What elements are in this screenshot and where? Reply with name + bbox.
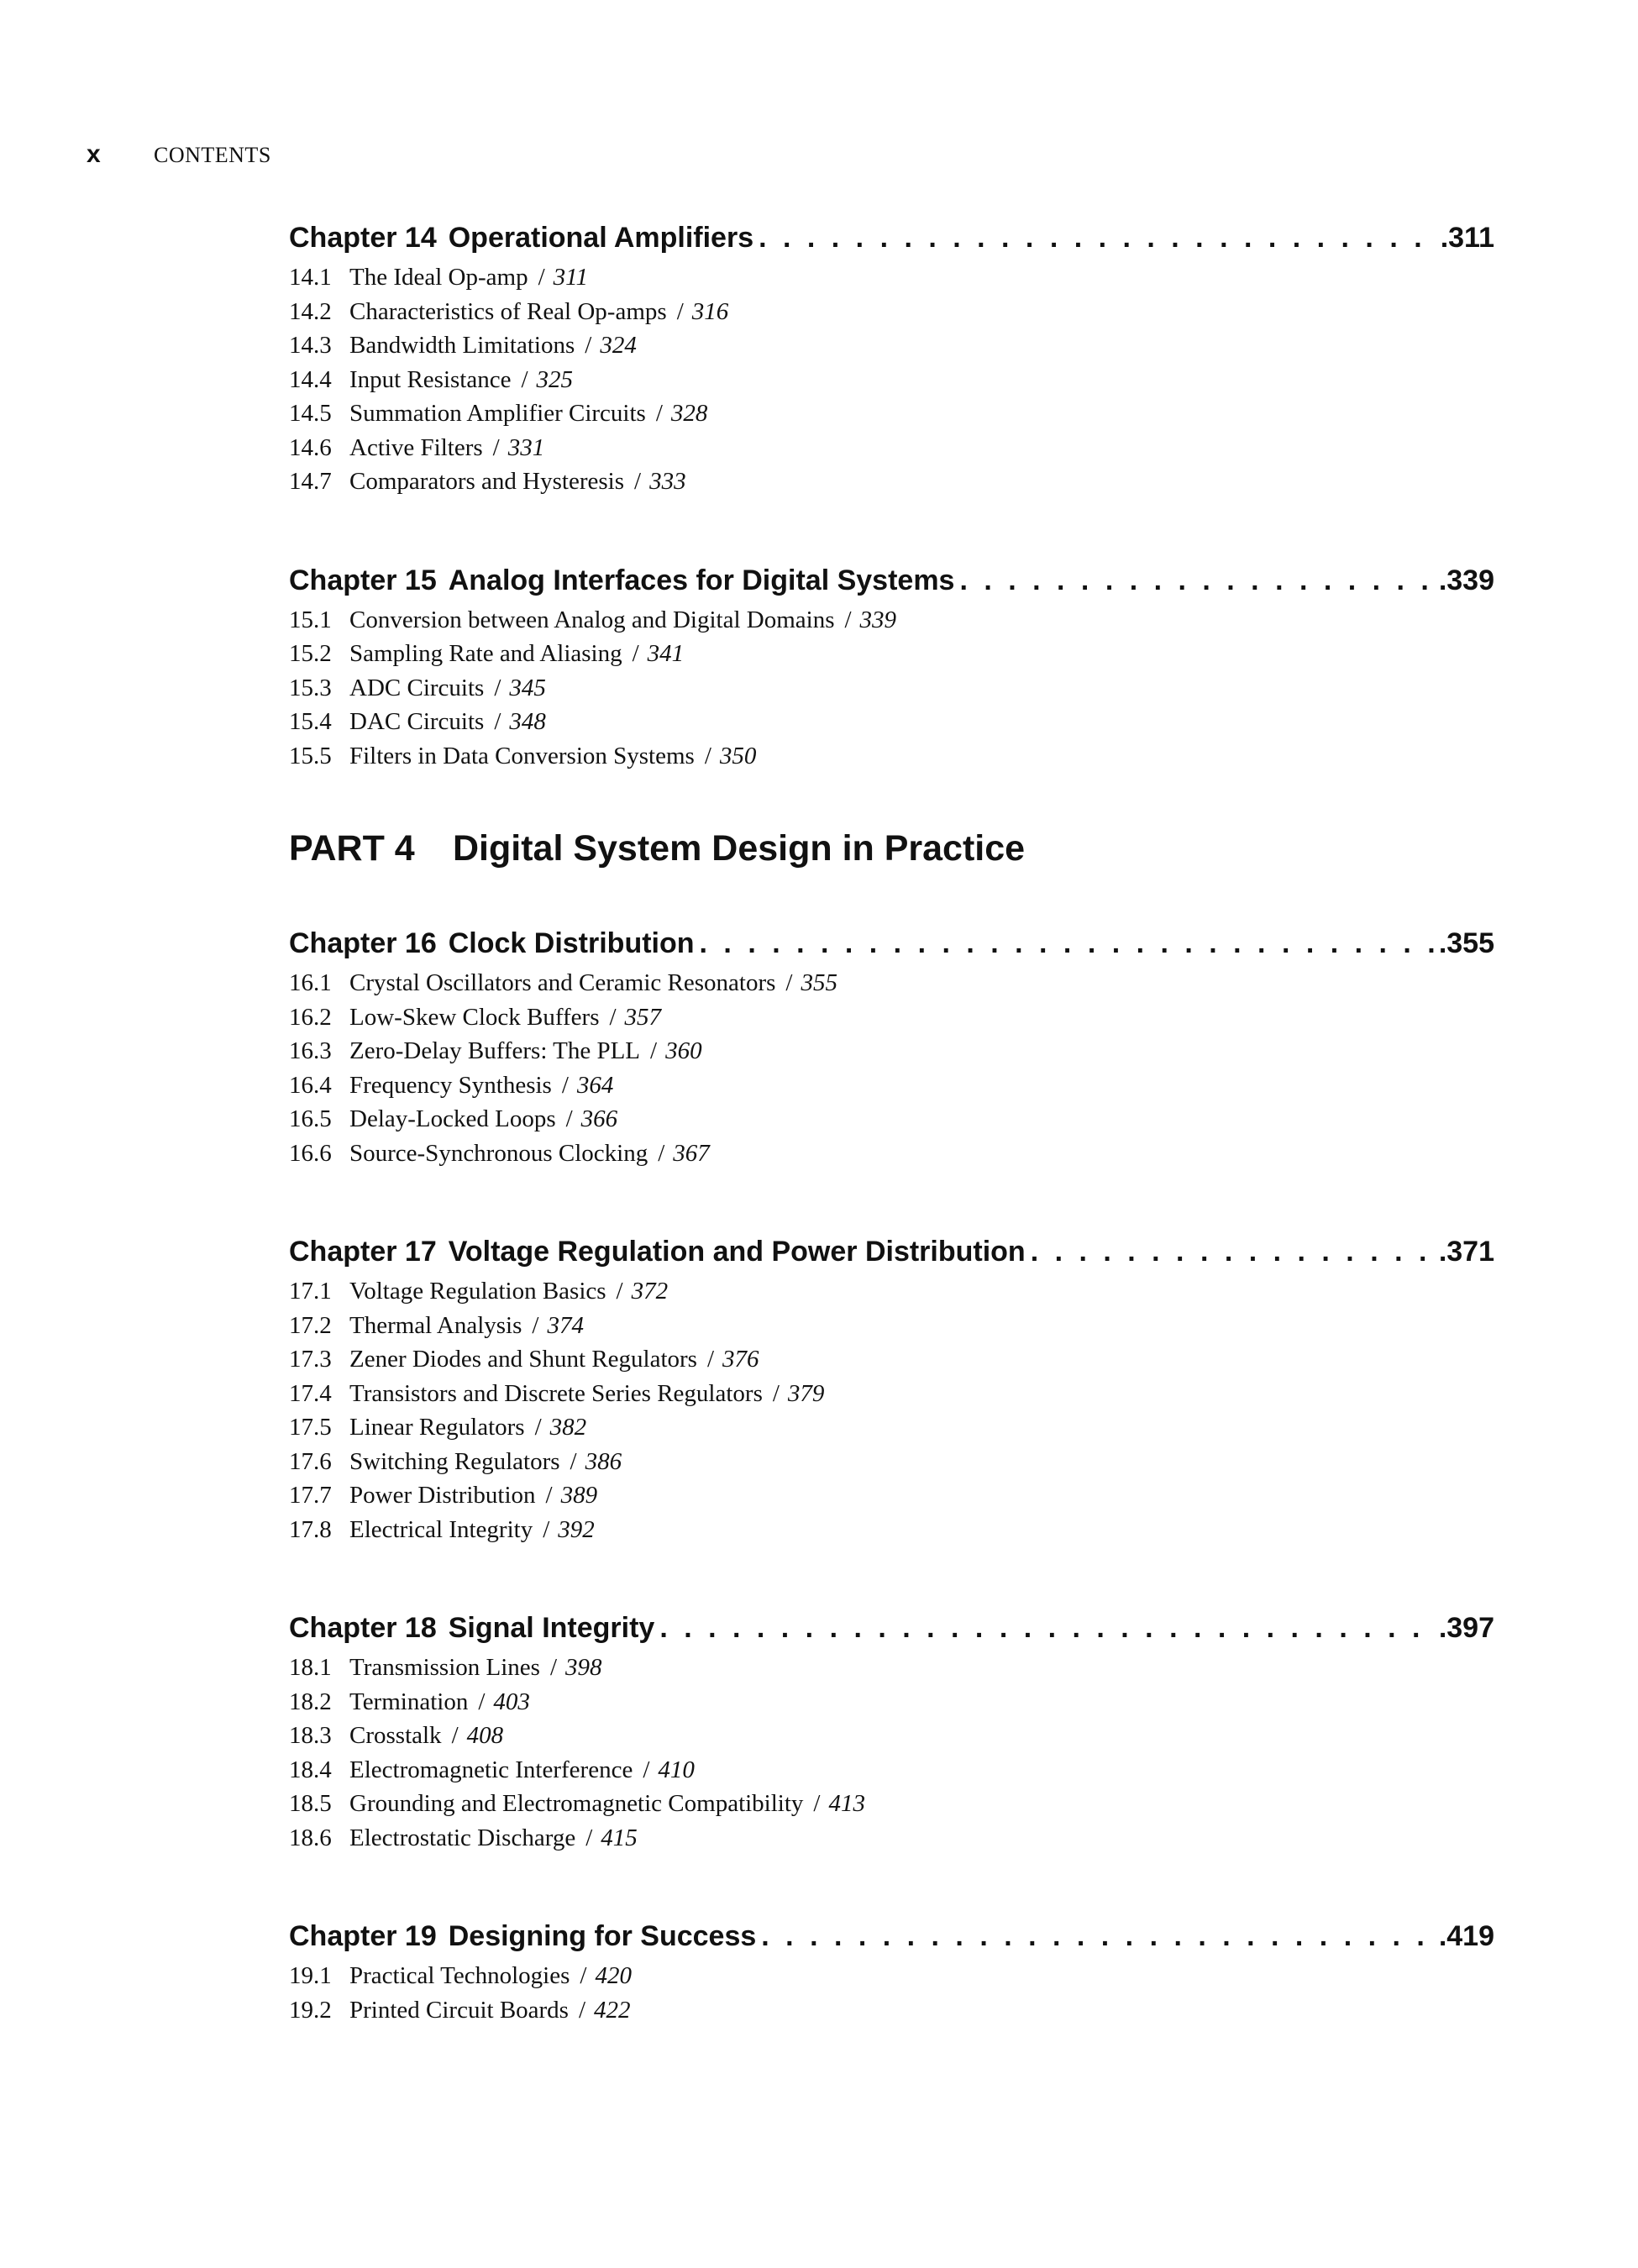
section-number: 17.4 bbox=[289, 1379, 332, 1407]
section-number: 14.6 bbox=[289, 433, 332, 461]
section-title: Electrostatic Discharge bbox=[349, 1824, 576, 1851]
part-heading bbox=[289, 825, 1494, 872]
section-entry[interactable] bbox=[289, 1753, 1494, 1788]
section-title: Electrical Integrity bbox=[349, 1515, 533, 1543]
section-number: 15.1 bbox=[289, 606, 332, 633]
page-separator: / bbox=[704, 742, 711, 769]
section-number: 14.7 bbox=[289, 468, 332, 495]
section-title: Power Distribution bbox=[349, 1482, 536, 1509]
section-page-number: 357 bbox=[624, 1003, 662, 1031]
page-folio: x bbox=[87, 140, 101, 168]
section-number: 16.6 bbox=[289, 1139, 332, 1167]
chapter-label bbox=[289, 1232, 1026, 1271]
section-title: Active Filters bbox=[349, 433, 483, 461]
section-title: Characteristics of Real Op-amps bbox=[349, 297, 667, 325]
section-entry[interactable] bbox=[289, 1478, 1494, 1513]
page-separator: / bbox=[813, 1790, 821, 1817]
section-page-number: 386 bbox=[585, 1447, 622, 1475]
section-page-number: 408 bbox=[466, 1722, 504, 1749]
chapter-number: Chapter 18 bbox=[289, 1612, 437, 1644]
section-page-number: 389 bbox=[560, 1482, 598, 1509]
section-page-number: 311 bbox=[553, 264, 588, 291]
section-page-number: 398 bbox=[565, 1654, 602, 1681]
section-number: 15.4 bbox=[289, 708, 332, 735]
chapter-number: Chapter 19 bbox=[289, 1920, 437, 1952]
section-number: 18.5 bbox=[289, 1790, 332, 1817]
section-title: Comparators and Hysteresis bbox=[349, 468, 624, 495]
section-number: 17.3 bbox=[289, 1346, 332, 1373]
chapter-title: Analog Interfaces for Digital Systems bbox=[448, 564, 955, 596]
section-title: Conversion between Analog and Digital Domains bbox=[349, 606, 835, 633]
section-page-number: 403 bbox=[493, 1688, 530, 1715]
section-entry[interactable] bbox=[289, 295, 1494, 329]
section-entry[interactable] bbox=[289, 431, 1494, 465]
page-separator: / bbox=[538, 264, 545, 291]
section-title: Bandwidth Limitations bbox=[349, 332, 575, 359]
section-title: Electromagnetic Interference bbox=[349, 1756, 633, 1783]
section-entry[interactable] bbox=[289, 260, 1494, 295]
section-page-number: 422 bbox=[594, 1996, 631, 2024]
section-number: 14.2 bbox=[289, 297, 332, 325]
section-title: Switching Regulators bbox=[349, 1447, 560, 1475]
page-separator: / bbox=[532, 1311, 539, 1339]
section-page-number: 364 bbox=[576, 1071, 614, 1099]
table-of-contents bbox=[289, 218, 1494, 2027]
section-page-number: 324 bbox=[600, 332, 637, 359]
section-number: 18.3 bbox=[289, 1722, 332, 1749]
section-page-number: 379 bbox=[787, 1379, 825, 1407]
section-title: Transmission Lines bbox=[349, 1654, 540, 1681]
section-entry[interactable] bbox=[289, 465, 1494, 499]
section-entry[interactable] bbox=[289, 1993, 1494, 2028]
page-separator: / bbox=[492, 433, 500, 461]
chapter-title: Designing for Success bbox=[448, 1920, 757, 1952]
section-number: 17.1 bbox=[289, 1278, 332, 1305]
chapter-page-number: .397 bbox=[1438, 1612, 1494, 1644]
section-title: DAC Circuits bbox=[349, 708, 485, 735]
dot-leader bbox=[1031, 1232, 1434, 1271]
chapter-label bbox=[289, 218, 753, 257]
section-page-number: 420 bbox=[595, 1962, 632, 1989]
section-entry[interactable] bbox=[289, 966, 1494, 1000]
section-entry[interactable] bbox=[289, 1651, 1494, 1685]
section-number: 19.1 bbox=[289, 1962, 332, 1989]
page-separator: / bbox=[549, 1654, 557, 1681]
section-entry[interactable] bbox=[289, 1137, 1494, 1171]
section-number: 16.4 bbox=[289, 1071, 332, 1099]
section-title: Zero-Delay Buffers: The PLL bbox=[349, 1037, 641, 1064]
chapter-page-number: .371 bbox=[1438, 1236, 1494, 1268]
page-separator: / bbox=[543, 1515, 550, 1543]
section-title: Filters in Data Conversion Systems bbox=[349, 742, 695, 769]
section-page-number: 392 bbox=[558, 1515, 595, 1543]
section-page-number: 325 bbox=[536, 365, 574, 393]
section-title: Grounding and Electromagnetic Compatibility bbox=[349, 1790, 804, 1817]
section-entry[interactable] bbox=[289, 1685, 1494, 1719]
chapter-number: Chapter 16 bbox=[289, 927, 437, 959]
section-entry[interactable] bbox=[289, 1513, 1494, 1547]
running-head bbox=[87, 140, 271, 174]
section-title: Voltage Regulation Basics bbox=[349, 1278, 606, 1305]
section-entry[interactable] bbox=[289, 739, 1494, 774]
section-number: 14.5 bbox=[289, 400, 332, 427]
chapter-heading[interactable] bbox=[289, 1609, 1494, 1647]
section-page-number: 415 bbox=[601, 1824, 638, 1851]
section-number: 15.2 bbox=[289, 640, 332, 667]
section-title: Crosstalk bbox=[349, 1722, 442, 1749]
section-entry[interactable] bbox=[289, 603, 1494, 638]
chapter-heading[interactable] bbox=[289, 1917, 1494, 1956]
page-separator: / bbox=[478, 1688, 486, 1715]
section-title: ADC Circuits bbox=[349, 674, 485, 701]
page-separator: / bbox=[494, 674, 501, 701]
chapter-entry bbox=[289, 1232, 1494, 1546]
section-number: 14.4 bbox=[289, 365, 332, 393]
page-separator: / bbox=[655, 400, 663, 427]
section-entry[interactable] bbox=[289, 1342, 1494, 1377]
section-entry[interactable] bbox=[289, 1000, 1494, 1035]
section-title: Frequency Synthesis bbox=[349, 1071, 552, 1099]
section-title: Delay-Locked Loops bbox=[349, 1105, 556, 1132]
section-title: Summation Amplifier Circuits bbox=[349, 400, 646, 427]
section-page-number: 316 bbox=[691, 297, 729, 325]
chapter-number: Chapter 17 bbox=[289, 1236, 437, 1268]
page-separator: / bbox=[609, 1003, 617, 1031]
chapter-label bbox=[289, 1917, 756, 1956]
page-separator: / bbox=[494, 708, 501, 735]
section-page-number: 355 bbox=[801, 969, 837, 996]
section-page-number: 328 bbox=[670, 400, 708, 427]
section-number: 15.5 bbox=[289, 742, 332, 769]
page-separator: / bbox=[565, 1105, 573, 1132]
chapter-page-number: .311 bbox=[1440, 222, 1494, 254]
section-number: 18.1 bbox=[289, 1654, 332, 1681]
section-entry[interactable] bbox=[289, 1068, 1494, 1103]
page-separator: / bbox=[844, 606, 852, 633]
section-title: Practical Technologies bbox=[349, 1962, 570, 1989]
dot-leader bbox=[959, 561, 1433, 600]
page-separator: / bbox=[643, 1756, 650, 1783]
section-title: Transistors and Discrete Series Regulators bbox=[349, 1379, 763, 1407]
section-title: Zener Diodes and Shunt Regulators bbox=[349, 1346, 697, 1373]
section-page-number: 376 bbox=[722, 1346, 759, 1373]
chapter-label bbox=[289, 1609, 654, 1647]
section-number: 14.3 bbox=[289, 332, 332, 359]
page-separator: / bbox=[650, 1037, 658, 1064]
section-page-number: 348 bbox=[509, 708, 546, 735]
chapter-title: Signal Integrity bbox=[448, 1612, 655, 1644]
section-entry[interactable] bbox=[289, 637, 1494, 671]
section-entry[interactable] bbox=[289, 671, 1494, 706]
section-page-number: 410 bbox=[658, 1756, 695, 1783]
chapter-page-number: .355 bbox=[1438, 927, 1494, 959]
chapter-heading[interactable] bbox=[289, 1232, 1494, 1271]
page-separator: / bbox=[580, 1962, 587, 1989]
page-separator: / bbox=[585, 332, 592, 359]
page-separator: / bbox=[634, 468, 642, 495]
section-page-number: 372 bbox=[631, 1278, 669, 1305]
chapter-entry bbox=[289, 218, 1494, 499]
section-page-number: 350 bbox=[719, 742, 757, 769]
page-separator: / bbox=[632, 640, 639, 667]
section-page-number: 366 bbox=[580, 1105, 618, 1132]
dot-leader bbox=[659, 1609, 1433, 1647]
section-title: Linear Regulators bbox=[349, 1414, 525, 1441]
section-entry[interactable] bbox=[289, 1787, 1494, 1821]
chapter-title: Operational Amplifiers bbox=[448, 222, 754, 254]
page-separator: / bbox=[545, 1482, 553, 1509]
section-number: 17.6 bbox=[289, 1447, 332, 1475]
page-separator: / bbox=[785, 969, 793, 996]
section-title: Sampling Rate and Aliasing bbox=[349, 640, 622, 667]
running-title: CONTENTS bbox=[154, 143, 271, 167]
section-number: 14.1 bbox=[289, 264, 332, 291]
chapter-entry bbox=[289, 1917, 1494, 2027]
page-separator: / bbox=[570, 1447, 577, 1475]
page-separator: / bbox=[676, 297, 684, 325]
page-separator: / bbox=[561, 1071, 569, 1099]
section-number: 19.2 bbox=[289, 1996, 332, 2024]
chapter-title: Voltage Regulation and Power Distribution bbox=[448, 1236, 1026, 1268]
section-number: 18.2 bbox=[289, 1688, 332, 1715]
page-separator: / bbox=[451, 1722, 459, 1749]
section-entry[interactable] bbox=[289, 1274, 1494, 1309]
part-number: PART 4 bbox=[289, 828, 415, 869]
section-entry[interactable] bbox=[289, 1309, 1494, 1343]
section-page-number: 367 bbox=[673, 1139, 710, 1167]
dot-leader bbox=[759, 218, 1436, 257]
chapter-heading[interactable] bbox=[289, 924, 1494, 963]
section-page-number: 360 bbox=[665, 1037, 702, 1064]
section-entry[interactable] bbox=[289, 1102, 1494, 1137]
section-page-number: 339 bbox=[859, 606, 897, 633]
section-page-number: 333 bbox=[649, 468, 686, 495]
page-separator: / bbox=[585, 1824, 593, 1851]
section-number: 17.5 bbox=[289, 1414, 332, 1441]
section-number: 15.3 bbox=[289, 674, 332, 701]
chapter-entry bbox=[289, 1609, 1494, 1855]
dot-leader bbox=[700, 924, 1434, 963]
dot-leader bbox=[761, 1917, 1434, 1956]
section-title: Printed Circuit Boards bbox=[349, 1996, 569, 2024]
chapter-page-number: .419 bbox=[1438, 1920, 1494, 1952]
chapter-number: Chapter 14 bbox=[289, 222, 437, 254]
section-title: Thermal Analysis bbox=[349, 1311, 522, 1339]
section-page-number: 345 bbox=[509, 674, 546, 701]
section-entry[interactable] bbox=[289, 363, 1494, 397]
section-entry[interactable] bbox=[289, 396, 1494, 431]
page-separator: / bbox=[578, 1996, 586, 2024]
chapter-heading[interactable] bbox=[289, 561, 1494, 600]
section-title: Low-Skew Clock Buffers bbox=[349, 1003, 600, 1031]
section-number: 17.7 bbox=[289, 1482, 332, 1509]
chapter-label bbox=[289, 561, 954, 600]
chapter-title: Clock Distribution bbox=[448, 927, 695, 959]
chapter-entry bbox=[289, 561, 1494, 774]
section-entry[interactable] bbox=[289, 1445, 1494, 1479]
page-separator: / bbox=[521, 365, 528, 393]
section-page-number: 413 bbox=[828, 1790, 865, 1817]
part-title: Digital System Design in Practice bbox=[453, 828, 1026, 869]
section-number: 16.3 bbox=[289, 1037, 332, 1064]
chapter-label bbox=[289, 924, 695, 963]
section-page-number: 341 bbox=[647, 640, 685, 667]
page-separator: / bbox=[616, 1278, 623, 1305]
page-separator: / bbox=[534, 1414, 542, 1441]
section-title: Source-Synchronous Clocking bbox=[349, 1139, 648, 1167]
section-entry[interactable] bbox=[289, 705, 1494, 739]
section-number: 16.1 bbox=[289, 969, 332, 996]
section-entry[interactable] bbox=[289, 328, 1494, 363]
chapter-number: Chapter 15 bbox=[289, 564, 437, 596]
chapter-entry bbox=[289, 924, 1494, 1170]
section-number: 18.6 bbox=[289, 1824, 332, 1851]
section-number: 16.5 bbox=[289, 1105, 332, 1132]
section-title: Crystal Oscillators and Ceramic Resonators bbox=[349, 969, 776, 996]
page-separator: / bbox=[706, 1346, 715, 1373]
section-entry[interactable] bbox=[289, 1959, 1494, 1993]
section-number: 17.8 bbox=[289, 1515, 332, 1543]
section-title: The Ideal Op-amp bbox=[349, 264, 528, 291]
chapter-heading[interactable] bbox=[289, 218, 1494, 257]
page-separator: / bbox=[658, 1139, 665, 1167]
section-page-number: 382 bbox=[549, 1414, 587, 1441]
section-number: 17.2 bbox=[289, 1311, 332, 1339]
section-entry[interactable] bbox=[289, 1377, 1494, 1411]
section-page-number: 374 bbox=[547, 1311, 584, 1339]
section-title: Termination bbox=[349, 1688, 469, 1715]
page-separator: / bbox=[772, 1379, 780, 1407]
section-entry[interactable] bbox=[289, 1034, 1494, 1068]
section-number: 16.2 bbox=[289, 1003, 332, 1031]
section-entry[interactable] bbox=[289, 1719, 1494, 1753]
section-page-number: 331 bbox=[507, 433, 545, 461]
section-entry[interactable] bbox=[289, 1821, 1494, 1856]
section-title: Input Resistance bbox=[349, 365, 512, 393]
chapter-page-number: .339 bbox=[1438, 564, 1494, 596]
section-entry[interactable] bbox=[289, 1410, 1494, 1445]
section-number: 18.4 bbox=[289, 1756, 332, 1783]
